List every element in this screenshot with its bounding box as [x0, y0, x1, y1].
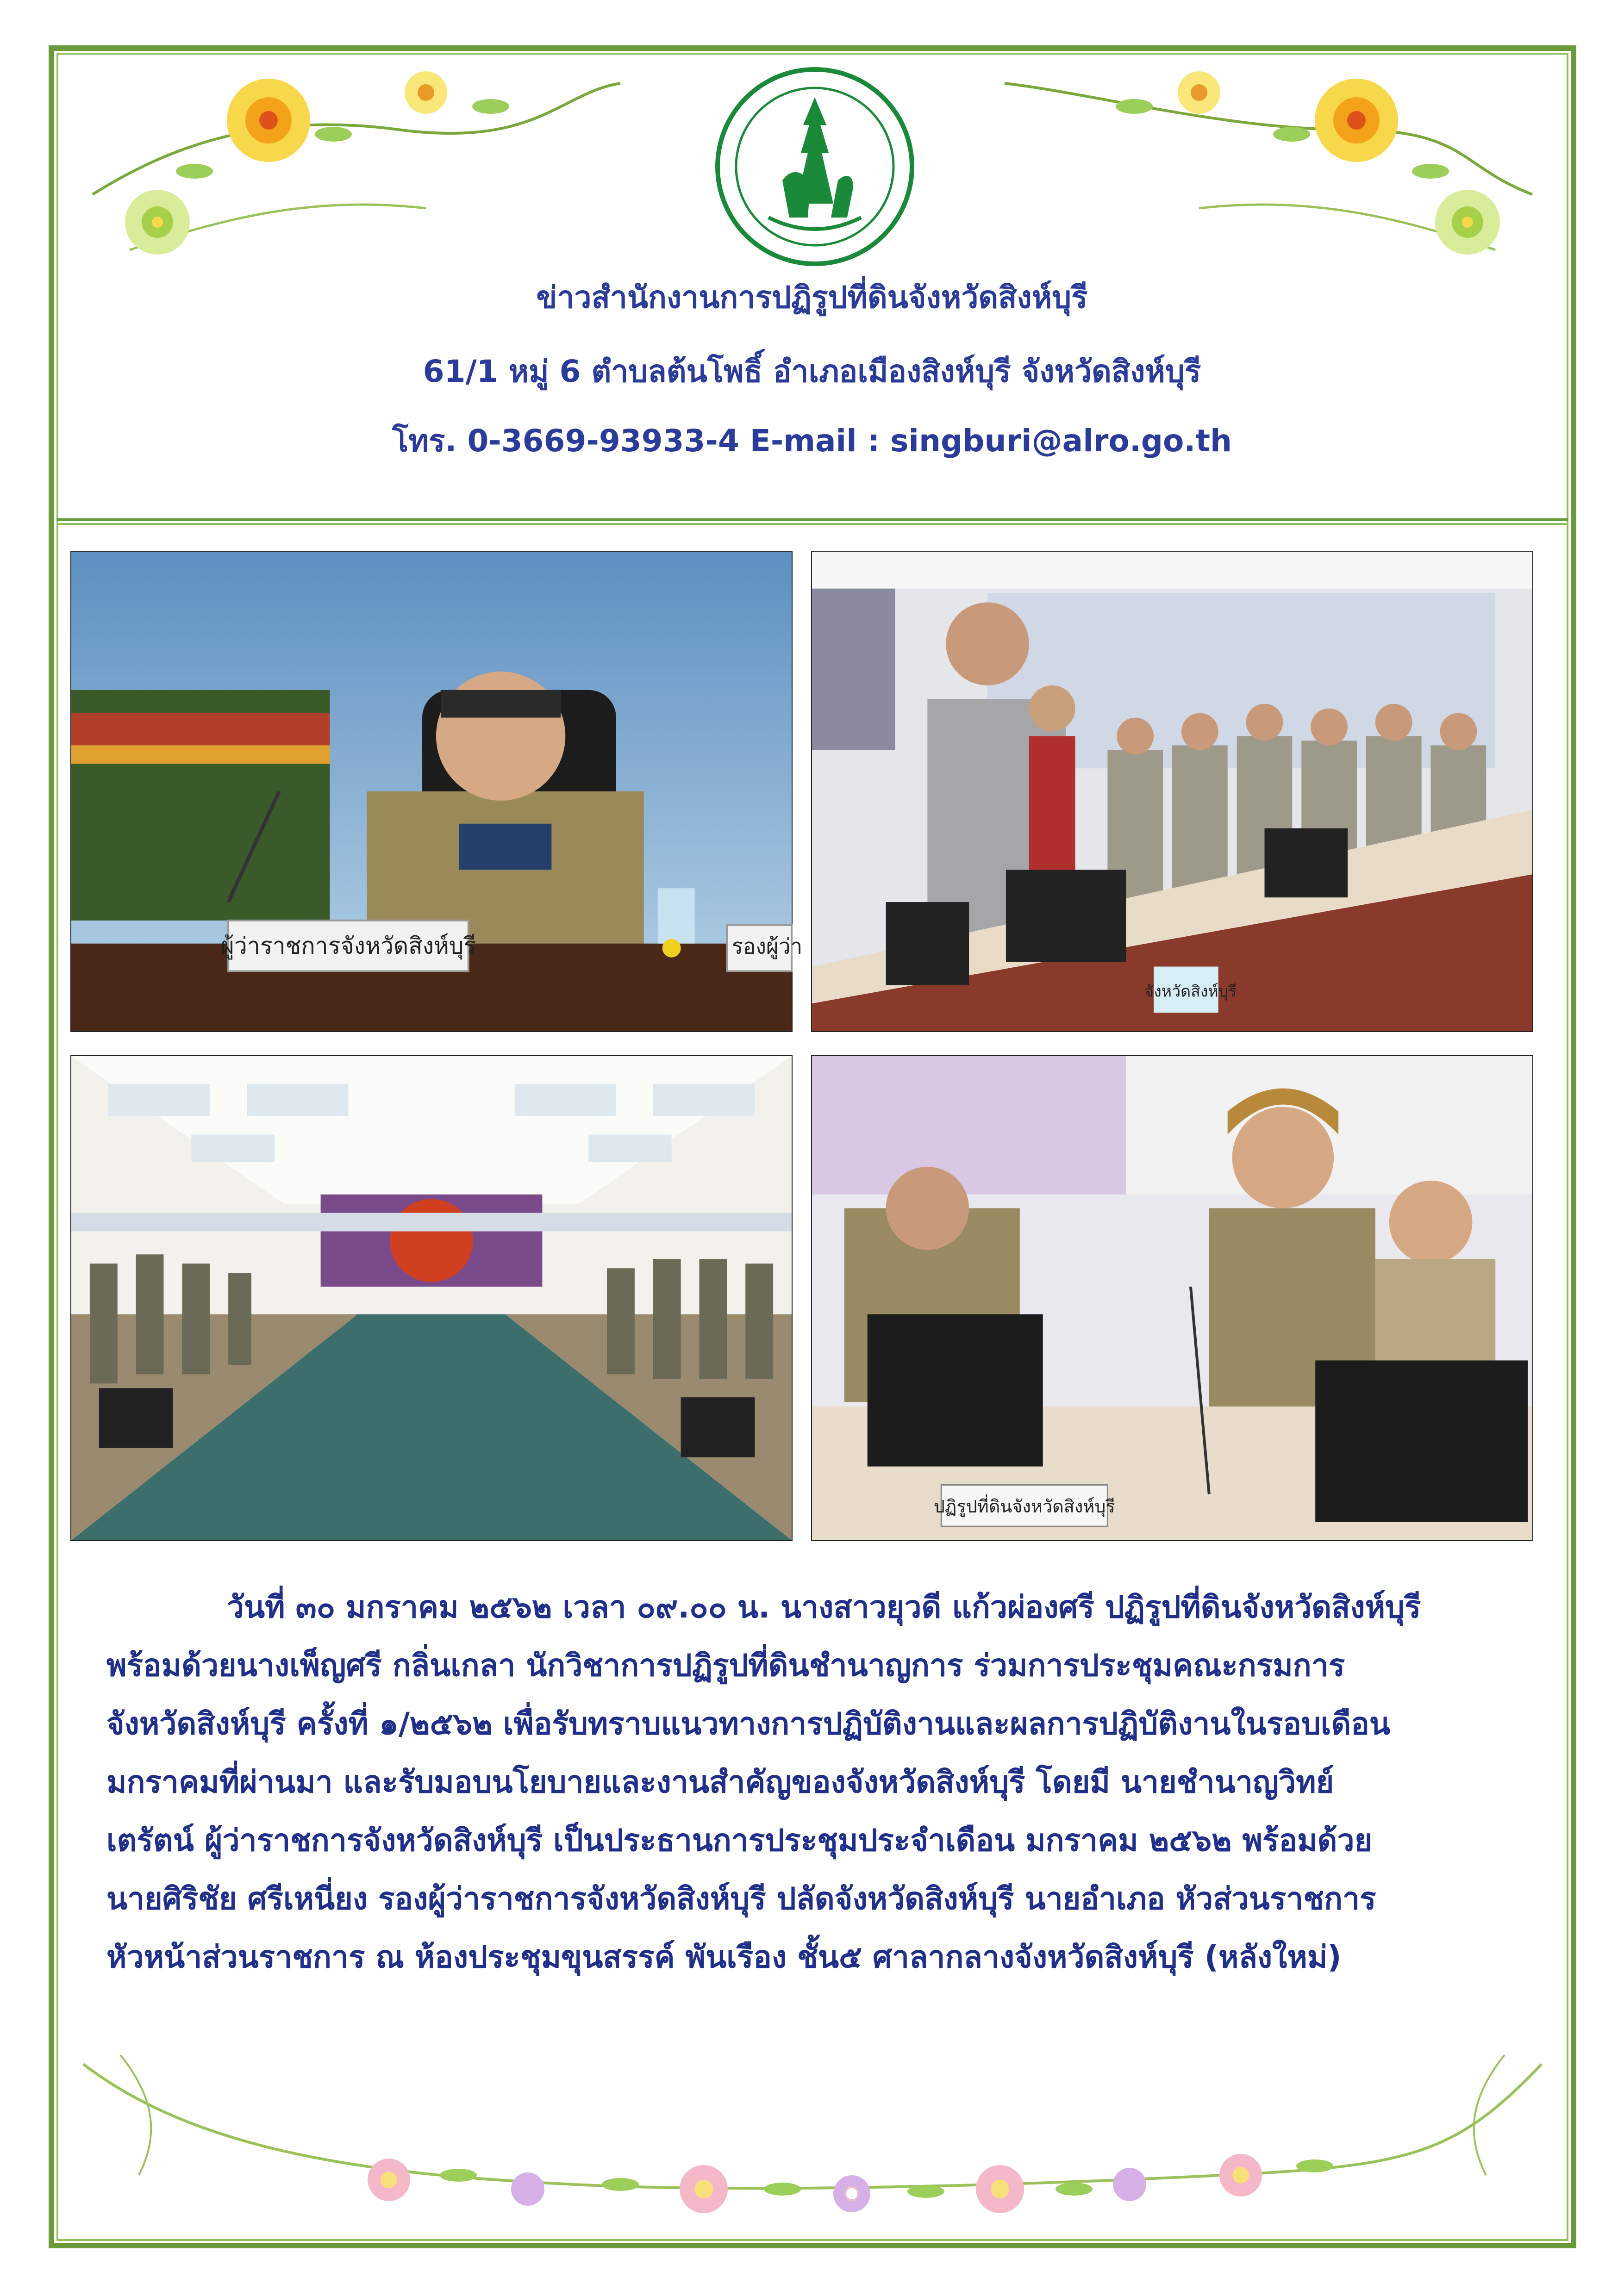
governor-name-sign: ผู้ว่าราชการจังหวัดสิงห์บุรี [220, 932, 476, 959]
deputy-name-sign: รองผู้ว่า [731, 933, 803, 959]
body-line-3: จังหวัดสิงห์บุรี ครั้งที่ ๑/๒๕๖๒ เพื่อรับทราบแนวทางการปฏิบัติงานและผลการปฏิบัติงานในรอบเดือน [106, 1706, 1390, 1742]
land-reform-officer-photo [811, 1055, 1533, 1541]
land-reform-table-sign: ปฏิรูปที่ดินจังหวัดสิงห์บุรี [933, 1496, 1115, 1517]
body-line-4: มกราคมที่ผ่านมา และรับมอบนโยบายและงานสำคัญของจังหวัดสิงห์บุรี โดยมี นายชำนาญวิทย์ [106, 1764, 1334, 1800]
body-line-1: วันที่ ๓๐ มกราคม ๒๕๖๒ เวลา ๐๙.๐๐ น. นางสาวยุวดี แก้วผ่องศรี ปฏิรูปที่ดินจังหวัดสิงห์บุรี [227, 1589, 1421, 1625]
news-body [106, 1578, 1537, 1986]
header-title: ข่าวสำนักงานการปฏิรูปที่ดินจังหวัดสิงห์บุรี [536, 280, 1088, 315]
header-address: 61/1 หมู่ 6 ตำบลต้นโพธิ์ อำเภอเมืองสิงห์บุรี จังหวัดสิงห์บุรี [423, 354, 1201, 389]
body-line-6: นายศิริชัย ศรีเหนี่ยง รองผู้ว่าราชการจังหวัดสิงห์บุรี ปลัดจังหวัดสิงห์บุรี นายอำเภอ หัวส่วนราชการ [106, 1881, 1376, 1916]
body-line-7: หัวหน้าส่วนราชการ ณ ห้องประชุมขุนสรรค์ พันเรือง ชั้น๕ ศาลากลางจังหวัดสิงห์บุรี (หลังใหม่) [106, 1939, 1342, 1975]
body-line-2: พร้อมด้วยนางเพ็ญศรี กลิ่นเกลา นักวิชาการปฏิรูปที่ดินชำนาญการ ร่วมการประชุมคณะกรมการ [106, 1648, 1345, 1683]
governor-photo [70, 551, 803, 1032]
header-divider [56, 518, 1568, 525]
header-contact: โทร. 0-3669-93933-4 E-mail : singburi@alro.go.th [392, 423, 1232, 459]
flower-decoration-right-icon [995, 56, 1551, 296]
body-line-5: เตรัตน์ ผู้ว่าราชการจังหวัดสิงห์บุรี เป็นประธานการประชุมประจำเดือน มกราคม ๒๕๖๒ พร้อมด้วย [106, 1823, 1373, 1858]
officials-standing-photo [811, 551, 1533, 1032]
province-table-sign: จังหวัดสิงห์บุรี [1144, 982, 1237, 1001]
footer-floral-decoration-icon [65, 2036, 1560, 2231]
meeting-hall-photo [70, 1055, 793, 1541]
flower-decoration-left-icon [74, 56, 630, 296]
alro-seal-logo-icon [713, 65, 917, 268]
